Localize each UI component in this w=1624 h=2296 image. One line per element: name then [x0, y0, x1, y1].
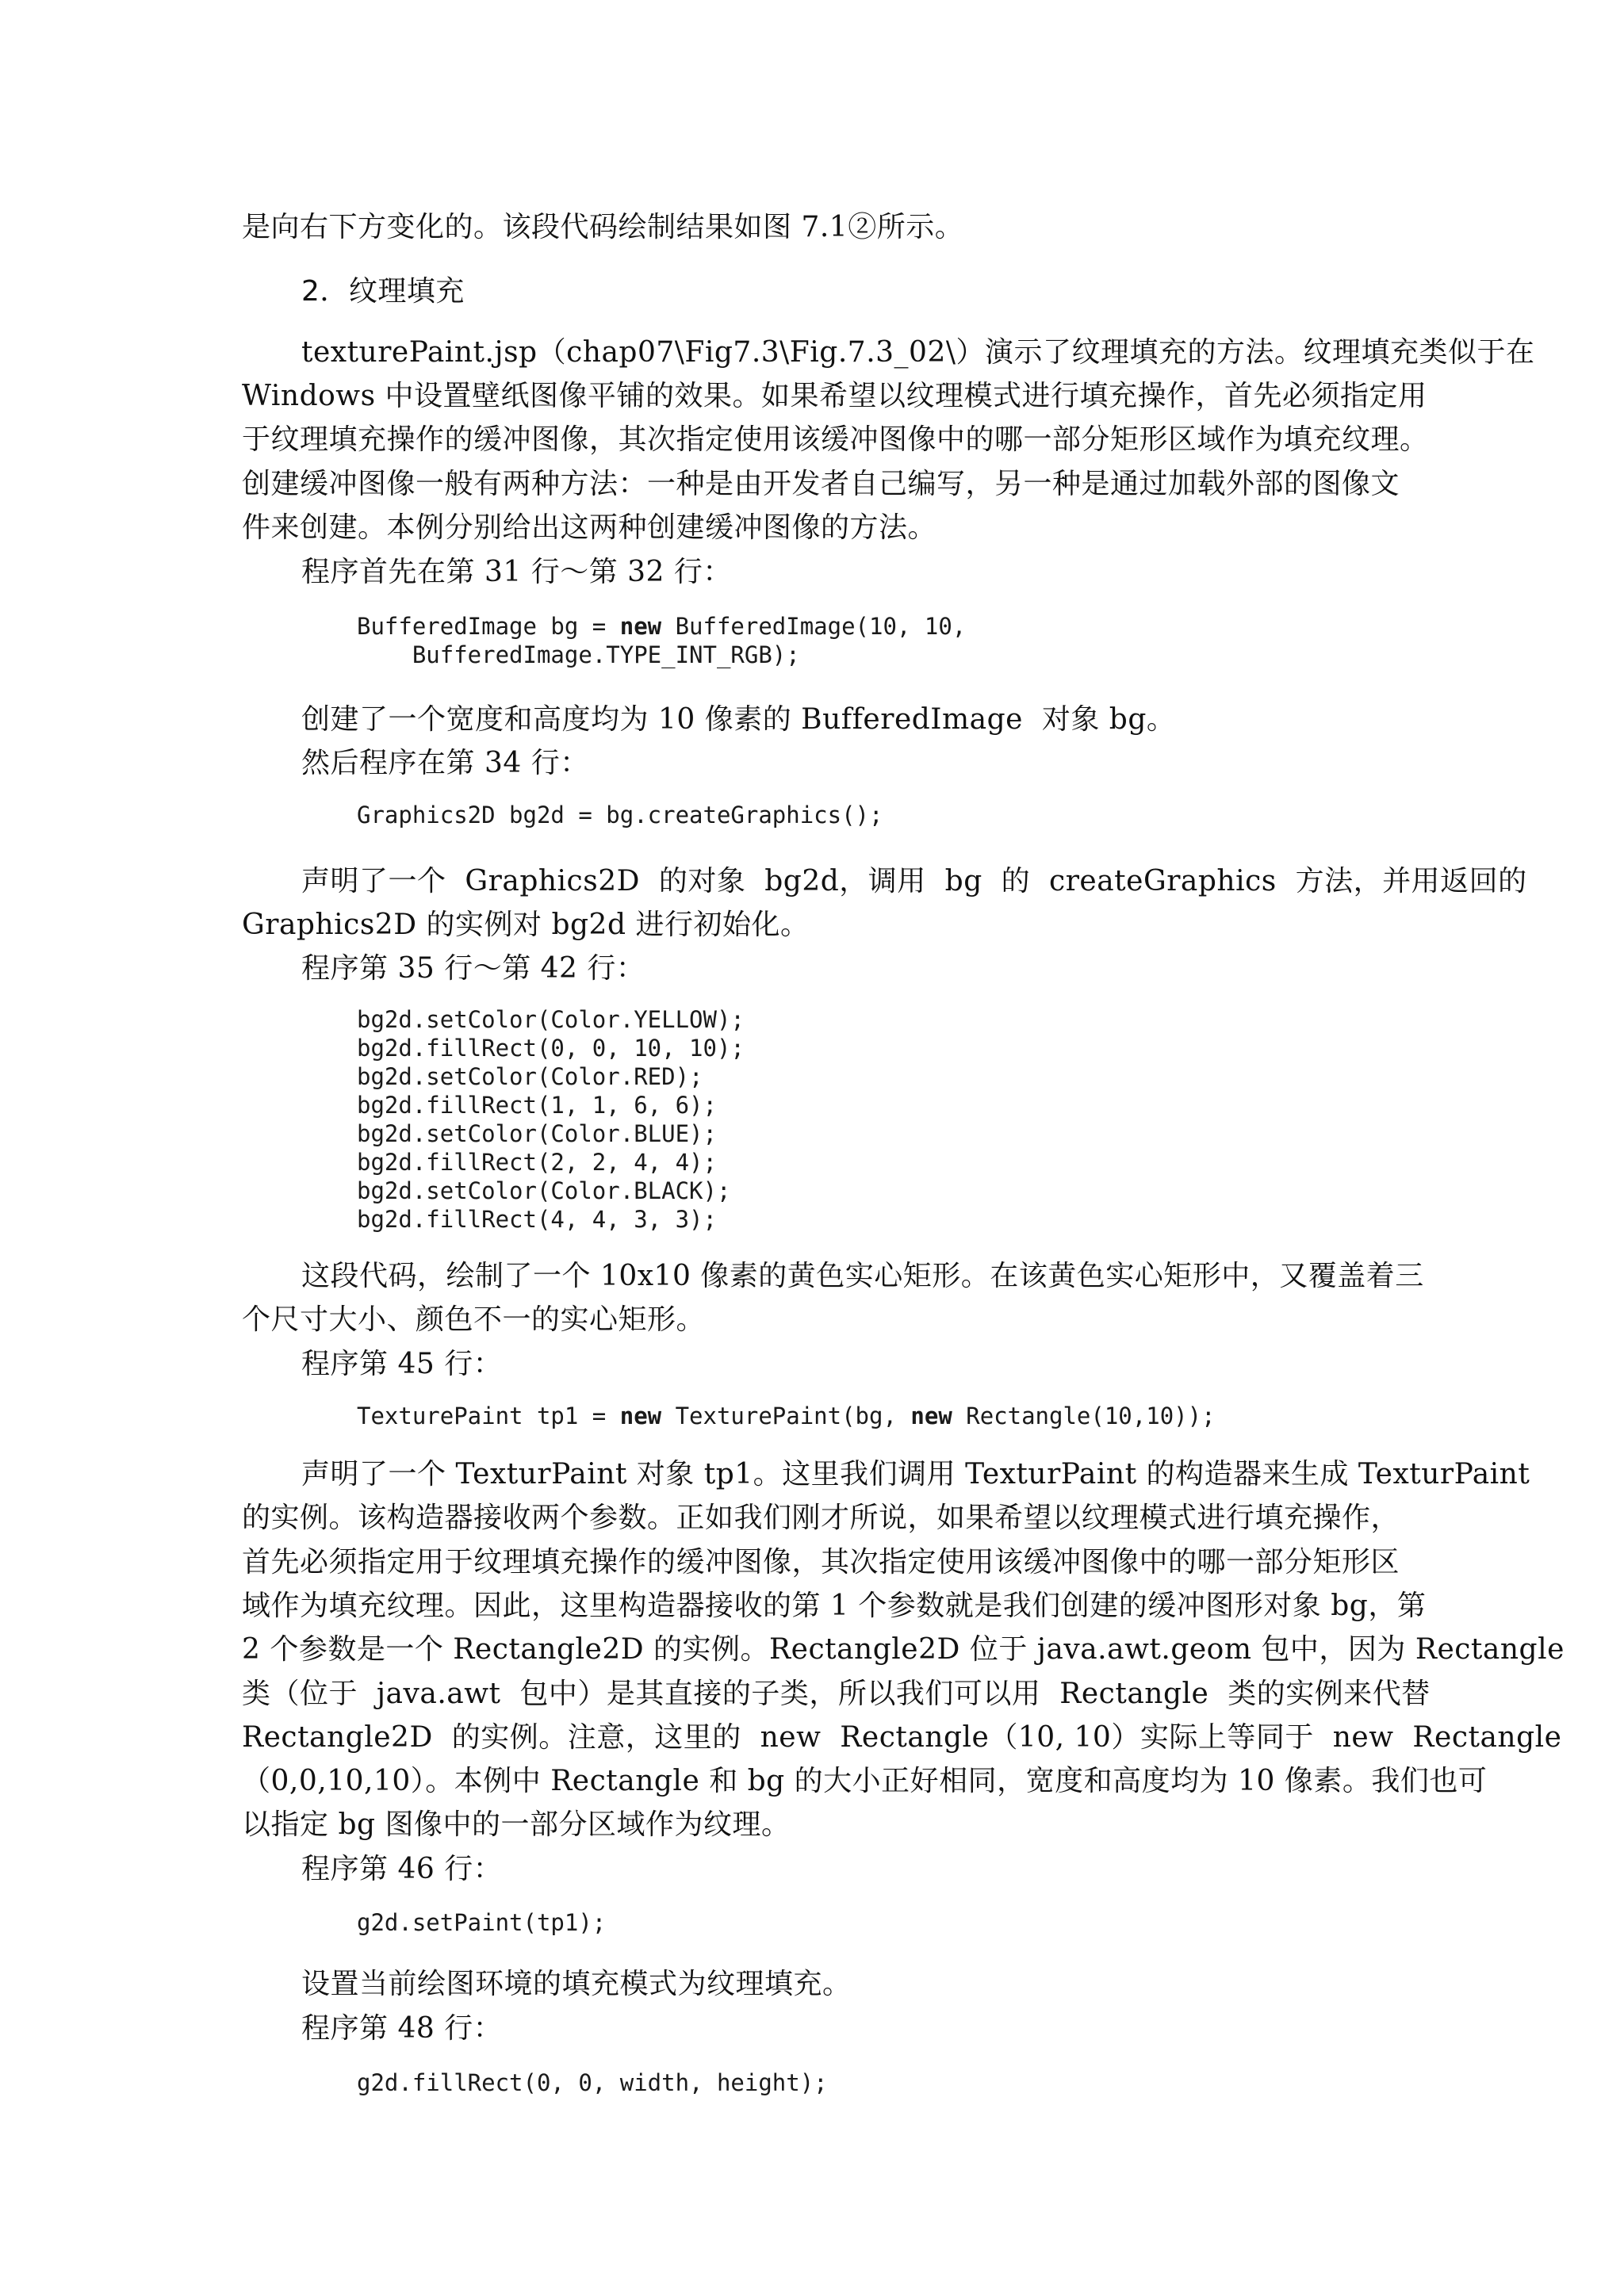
paragraph-line: 件来创建。本例分别给出这两种创建缓冲图像的方法。: [242, 511, 937, 544]
paragraph-line: 类（位于 java.awt 包中）是其直接的子类，所以我们可以用 Rectangle 类的实例来代替: [242, 1678, 1431, 1710]
paragraph-line: （0,0,10,10）。本例中 Rectangle 和 bg 的大小正好相同，宽度和高度均为 10 像素。我们也可: [242, 1765, 1488, 1797]
paragraph-line: 声明了一个 Graphics2D 的对象 bg2d，调用 bg 的 createGraphics 方法，并用返回的: [301, 865, 1527, 897]
code-line: bg2d.setColor(Color.RED);: [357, 1063, 703, 1090]
paragraph-line: 程序第 46 行：: [301, 1853, 503, 1885]
code-line: bg2d.fillRect(4, 4, 3, 3);: [357, 1206, 717, 1233]
paragraph-line: 以指定 bg 图像中的一部分区域作为纹理。: [242, 1808, 791, 1841]
paragraph-line: 程序第 48 行：: [301, 2012, 503, 2045]
paragraph-line: 个尺寸大小、颜色不一的实心矩形。: [242, 1303, 706, 1336]
paragraph-line: 域作为填充纹理。因此，这里构造器接收的第 1 个参数就是我们创建的缓冲图形对象 bg，第: [242, 1590, 1427, 1622]
paragraph-line: 于纹理填充操作的缓冲图像，其次指定使用该缓冲图像中的哪一部分矩形区域作为填充纹理。: [242, 423, 1429, 456]
code-keyword: new: [619, 1402, 662, 1429]
code-text: TexturePaint tp1 =: [357, 1402, 620, 1429]
code-line: g2d.setPaint(tp1);: [357, 1909, 607, 1936]
paragraph-line: 程序第 45 行：: [301, 1348, 503, 1380]
code-line: bg2d.fillRect(0, 0, 10, 10);: [357, 1035, 745, 1062]
paragraph-line: 创建缓冲图像一般有两种方法：一种是由开发者自己编写，另一种是通过加载外部的图像文: [242, 468, 1400, 500]
code-line: bg2d.setColor(Color.YELLOW);: [357, 1006, 745, 1033]
code-line: Graphics2D bg2d = bg.createGraphics();: [357, 802, 883, 828]
paragraph-line: 声明了一个 TexturPaint 对象 tp1。这里我们调用 TexturPaint 的构造器来生成 TexturPaint: [301, 1458, 1530, 1490]
paragraph-line: 创建了一个宽度和高度均为 10 像素的 BufferedImage 对象 bg。: [301, 703, 1176, 736]
code-line: bg2d.setColor(Color.BLUE);: [357, 1120, 717, 1147]
paragraph-line: Rectangle2D 的实例。注意，这里的 new Rectangle（10, 10）实际上等同于 new Rectangle: [242, 1721, 1562, 1754]
code-line: [357, 1402, 1216, 1430]
paragraph-line: 首先必须指定用于纹理填充操作的缓冲图像，其次指定使用该缓冲图像中的哪一部分矩形区: [242, 1546, 1400, 1578]
paragraph-line: 设置当前绘图环境的填充模式为纹理填充。: [301, 1968, 852, 2000]
code-line: bg2d.fillRect(2, 2, 4, 4);: [357, 1149, 717, 1176]
code-line: g2d.fillRect(0, 0, width, height);: [357, 2069, 828, 2096]
paragraph-line: 是向右下方变化的。该段代码绘制结果如图 7.1②所示。: [242, 211, 964, 243]
code-text: BufferedImage(10, 10,: [661, 613, 967, 640]
code-line: BufferedImage.TYPE_INT_RGB);: [357, 641, 800, 668]
code-text: TexturePaint(bg,: [661, 1402, 911, 1429]
paragraph-line: Windows 中设置壁纸图像平铺的效果。如果希望以纹理模式进行填充操作，首先必须指定用: [242, 380, 1427, 412]
paragraph-line: 程序首先在第 31 行～第 32 行：: [301, 556, 732, 588]
paragraph-line: 的实例。该构造器接收两个参数。正如我们刚才所说，如果希望以纹理模式进行填充操作，: [242, 1502, 1400, 1534]
paragraph-line: texturePaint.jsp（chap07\Fig7.3\Fig.7.3_02\）演示了纹理填充的方法。纹理填充类似于在: [301, 336, 1535, 369]
paragraph-line: 然后程序在第 34 行：: [301, 747, 589, 779]
code-keyword: new: [619, 613, 662, 640]
code-text: Rectangle(10,10));: [952, 1402, 1216, 1429]
paragraph-line: Graphics2D 的实例对 bg2d 进行初始化。: [242, 909, 810, 941]
paragraph-line: 程序第 35 行～第 42 行：: [301, 952, 645, 985]
code-line: bg2d.fillRect(1, 1, 6, 6);: [357, 1092, 717, 1119]
code-keyword: new: [910, 1402, 952, 1429]
section-heading: 2．纹理填充: [301, 275, 465, 308]
code-line: bg2d.setColor(Color.BLACK);: [357, 1177, 731, 1204]
paragraph-line: 2 个参数是一个 Rectangle2D 的实例。Rectangle2D 位于 java.awt.geom 包中，因为 Rectangle: [242, 1633, 1565, 1666]
paragraph-line: 这段代码，绘制了一个 10x10 像素的黄色实心矩形。在该黄色实心矩形中，又覆盖着三: [301, 1260, 1424, 1292]
code-text: BufferedImage bg =: [357, 613, 620, 640]
code-line: [357, 612, 966, 641]
